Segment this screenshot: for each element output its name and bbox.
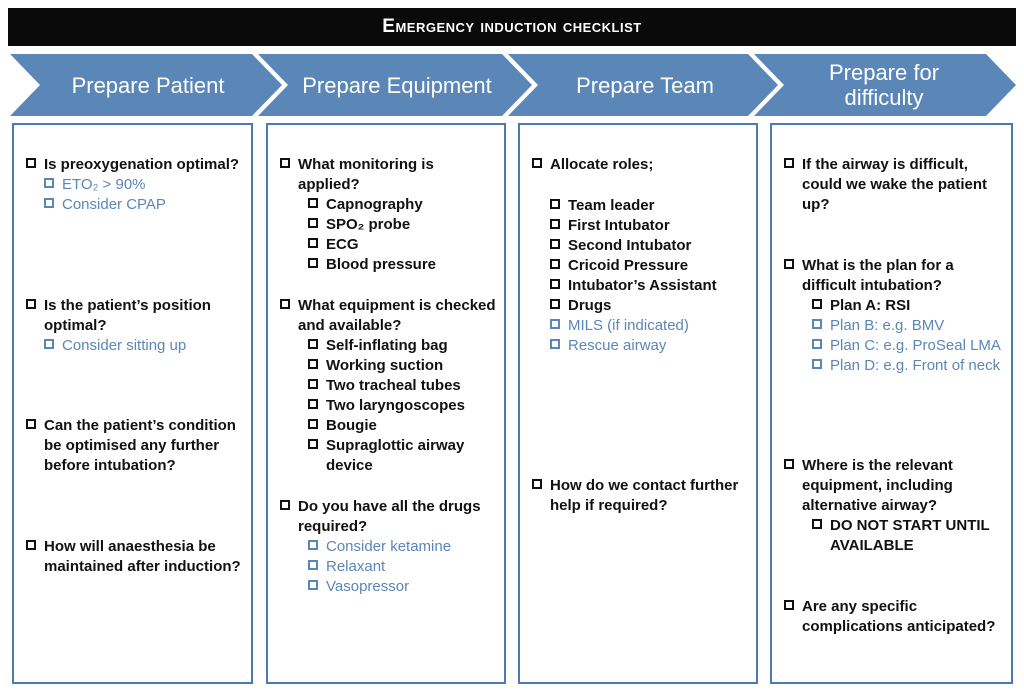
checkbox-icon[interactable] — [550, 299, 560, 309]
header-prepare-difficulty-text: Prepare for difficulty — [828, 60, 940, 110]
checklist-item: Are any specific complications anticipated? — [784, 597, 1003, 637]
checklist-item: Can the patient’s condition be optimised any further before intubation? — [26, 416, 243, 476]
checkbox-icon[interactable] — [308, 339, 318, 349]
checkbox-icon[interactable] — [26, 419, 36, 429]
checkbox-icon[interactable] — [308, 379, 318, 389]
checkbox-icon[interactable] — [532, 158, 542, 168]
checklist-item: Is the patient’s position optimal? Consider sitting up — [26, 296, 243, 356]
checkbox-icon[interactable] — [784, 600, 794, 610]
checkbox-icon[interactable] — [308, 359, 318, 369]
header-prepare-patient: Prepare Patient — [71, 72, 225, 98]
checkbox-icon[interactable] — [308, 419, 318, 429]
checkbox-icon[interactable] — [784, 459, 794, 469]
checkbox-icon[interactable] — [812, 359, 822, 369]
checkbox-icon[interactable] — [308, 238, 318, 248]
checkbox-icon[interactable] — [812, 519, 822, 529]
checkbox-icon[interactable] — [308, 218, 318, 228]
checkbox-icon[interactable] — [550, 199, 560, 209]
header-prepare-team: Prepare Team — [576, 72, 714, 98]
checklist-item: If the airway is difficult, could we wake the patient up? — [784, 155, 1003, 215]
checklist-title-bar — [8, 8, 1016, 46]
checkbox-icon[interactable] — [550, 259, 560, 269]
checklist-title: Emergency induction checklist — [382, 16, 642, 37]
checkbox-icon[interactable] — [280, 500, 290, 510]
checklist-item: What is the plan for a difficult intubation? Plan A: RSI Plan B: e.g. BMV Plan C: e.g. ProSeal LMA Plan D: e.g. Front of neck — [784, 256, 1003, 376]
checkbox-icon[interactable] — [550, 279, 560, 289]
checkbox-icon[interactable] — [44, 198, 54, 208]
checklist-item: Allocate roles; — [532, 155, 748, 175]
checkbox-icon[interactable] — [812, 319, 822, 329]
checklist-item: What monitoring is applied? Capnography SPO₂ probe ECG Blood pressure — [280, 155, 496, 275]
column-prepare-patient — [12, 123, 253, 684]
checklist-item: Do you have all the drugs required? Consider ketamine Relaxant Vasopressor — [280, 497, 496, 597]
checkbox-icon[interactable] — [308, 198, 318, 208]
checklist-item: How do we contact further help if required? — [532, 476, 748, 516]
checkbox-icon[interactable] — [532, 479, 542, 489]
checkbox-icon[interactable] — [550, 339, 560, 349]
checkbox-icon[interactable] — [26, 299, 36, 309]
checkbox-icon[interactable] — [280, 299, 290, 309]
checkbox-icon[interactable] — [812, 299, 822, 309]
checkbox-icon[interactable] — [44, 178, 54, 188]
checklist-item: What equipment is checked and available? Self-inflating bag Working suction Two tracheal tubes Two laryngoscopes Bougie Supraglottic airway device — [280, 296, 496, 476]
checkbox-icon[interactable] — [308, 580, 318, 590]
checkbox-icon[interactable] — [812, 339, 822, 349]
checkbox-icon[interactable] — [784, 259, 794, 269]
checklist-role-list: Team leader First Intubator Second Intubator Cricoid Pressure Intubator’s Assistant Drugs MILS (if indicated) Rescue airway — [532, 196, 748, 356]
checkbox-icon[interactable] — [26, 540, 36, 550]
checkbox-icon[interactable] — [550, 319, 560, 329]
checkbox-icon[interactable] — [784, 158, 794, 168]
checkbox-icon[interactable] — [308, 258, 318, 268]
checkbox-icon[interactable] — [280, 158, 290, 168]
column-prepare-team — [518, 123, 758, 684]
checkbox-icon[interactable] — [308, 540, 318, 550]
checkbox-icon[interactable] — [550, 219, 560, 229]
checkbox-icon[interactable] — [550, 239, 560, 249]
column-prepare-equipment — [266, 123, 506, 684]
column-prepare-difficulty — [770, 123, 1013, 684]
header-prepare-difficulty — [770, 54, 998, 116]
checkbox-icon[interactable] — [26, 158, 36, 168]
checkbox-icon[interactable] — [44, 339, 54, 349]
header-prepare-equipment: Prepare Equipment — [302, 72, 492, 98]
checklist-item: How will anaesthesia be maintained after induction? — [26, 537, 243, 577]
checklist-item: Is preoxygenation optimal? ETO₂ > 90% Consider CPAP — [26, 155, 243, 215]
checkbox-icon[interactable] — [308, 439, 318, 449]
checkbox-icon[interactable] — [308, 399, 318, 409]
checkbox-icon[interactable] — [308, 560, 318, 570]
checklist-item: Where is the relevant equipment, including alternative airway? DO NOT START UNTIL AVAILABLE — [784, 456, 1003, 556]
